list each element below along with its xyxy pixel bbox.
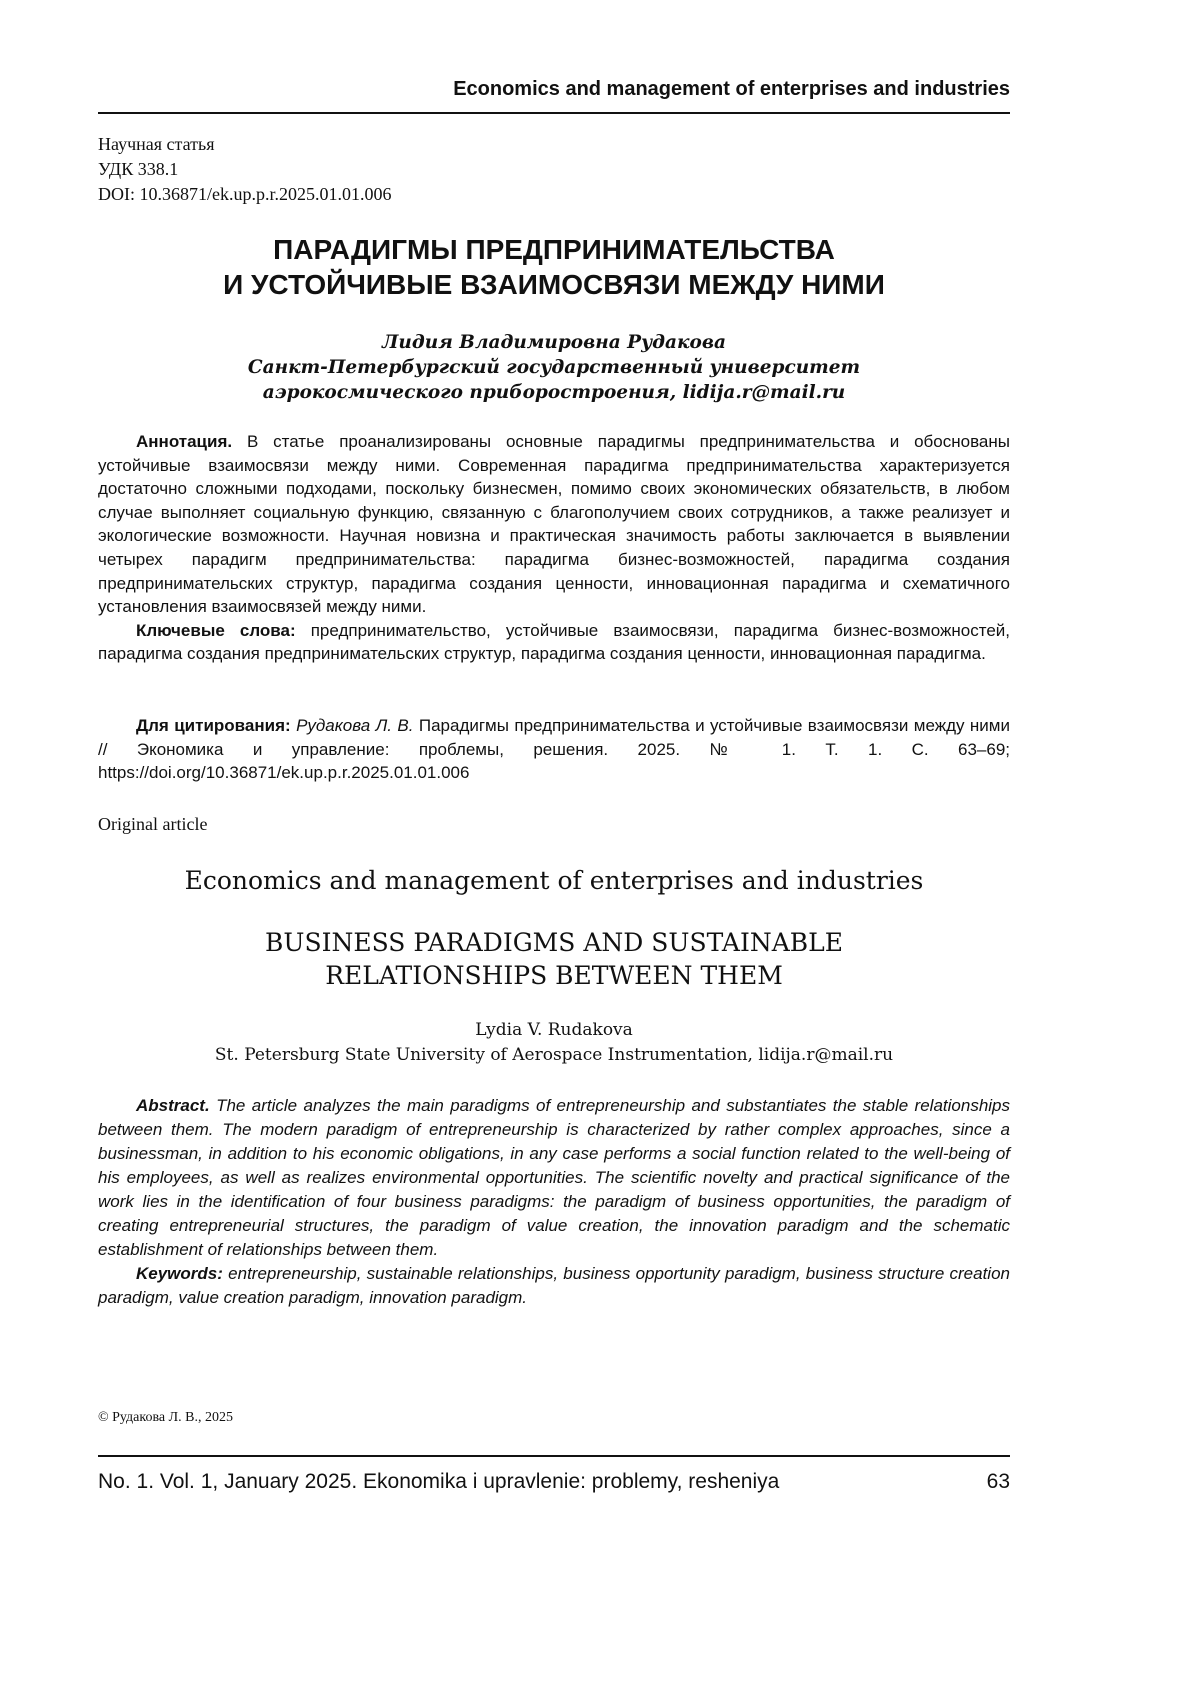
ru-author: Лидия Владимировна Рудакова: [98, 330, 1010, 355]
article-meta: [98, 132, 391, 207]
footer-rule: [98, 1455, 1010, 1457]
doi: DOI: 10.36871/ek.up.p.r.2025.01.01.006: [98, 182, 391, 207]
en-title-line: BUSINESS PARADIGMS AND SUSTAINABLE: [98, 926, 1010, 959]
en-abstract-block: [98, 1094, 1010, 1310]
page-number: 63: [987, 1470, 1010, 1494]
ru-abstract-block: [98, 430, 1010, 666]
en-abstract: Abstract. The article analyzes the main paradigms of entrepreneurship and substantiates the stable relationships between them. The modern paradigm of entrepreneurship is characterized by rather complex approaches, since a businessman, in addition to his economic obligations, in any case performs a social function related to the well-being of his employees, as well as realizes environmental opportunities. The scientific novelty and practical significance of the work lies in the identification of four business paradigms: the paradigm of business opportunities, the paradigm of creating entrepreneurial structures, the paradigm of value creation, the innovation paradigm and the schematic establishment of relationships between them.: [98, 1094, 1010, 1262]
ru-author-block: [98, 330, 1010, 405]
en-title-line: RELATIONSHIPS BETWEEN THEM: [98, 959, 1010, 992]
ru-affiliation: Санкт-Петербургский государственный университет: [98, 355, 1010, 380]
ru-title: [98, 232, 1010, 302]
en-article-type: Original article: [98, 814, 207, 835]
header-rule: [98, 112, 1010, 114]
ru-abstract: Аннотация. В статье проанализированы основные парадигмы предпринимательства и обоснованы устойчивые взаимосвязи между ними. Современная парадигма предпринимательства характеризуется достаточно сложными подходами, поскольку бизнесмен, помимо своих экономических обязательств, в любом случае выполняет социальную функцию, связанную с благополучием своих сотрудников, а также реализует и экологические возможности. Научная новизна и практическая значимость работы заключается в выявлении четырех парадигм предпринимательства: парадигма бизнес-возможностей, парадигма создания предпринимательских структур, парадигма создания ценности, инновационная парадигма и схематичного установления взаимосвязей между ними.: [98, 430, 1010, 619]
en-title: [98, 926, 1010, 992]
ru-affiliation: аэрокосмического приборостроения, lidija.r@mail.ru: [98, 380, 1010, 405]
en-author-block: [98, 1018, 1010, 1068]
ru-title-line: И УСТОЙЧИВЫЕ ВЗАИМОСВЯЗИ МЕЖДУ НИМИ: [98, 267, 1010, 302]
en-section: Economics and management of enterprises and industries: [98, 866, 1010, 895]
ru-citation: Для цитирования: Рудакова Л. В. Парадигмы предпринимательства и устойчивые взаимосвязи между ними // Экономика и управление: проблемы, решения. 2025. № 1. Т. 1. С. 63–69; https://doi.org/10.36871/ek.up.p.r.2025.01.01.006: [98, 714, 1010, 785]
en-affiliation: St. Petersburg State University of Aerospace Instrumentation, lidija.r@mail.ru: [98, 1043, 1010, 1068]
en-keywords: Keywords: entrepreneurship, sustainable relationships, business opportunity paradigm, business structure creation paradigm, value creation paradigm, innovation paradigm.: [98, 1262, 1010, 1310]
ru-title-line: ПАРАДИГМЫ ПРЕДПРИНИМАТЕЛЬСТВА: [98, 232, 1010, 267]
copyright: © Рудакова Л. В., 2025: [98, 1410, 233, 1426]
footer: [98, 1470, 1010, 1494]
udc: УДК 338.1: [98, 157, 391, 182]
ru-keywords: Ключевые слова: предпринимательство, устойчивые взаимосвязи, парадигма бизнес-возможностей, парадигма создания предпринимательских структур, парадигма создания ценности, инновационная парадигма.: [98, 619, 1010, 666]
running-head: Economics and management of enterprises and industries: [98, 78, 1010, 101]
en-author: Lydia V. Rudakova: [98, 1018, 1010, 1043]
footer-journal: No. 1. Vol. 1, January 2025. Ekonomika i upravlenie: problemy, resheniya: [98, 1470, 779, 1494]
article-type: Научная статья: [98, 132, 391, 157]
